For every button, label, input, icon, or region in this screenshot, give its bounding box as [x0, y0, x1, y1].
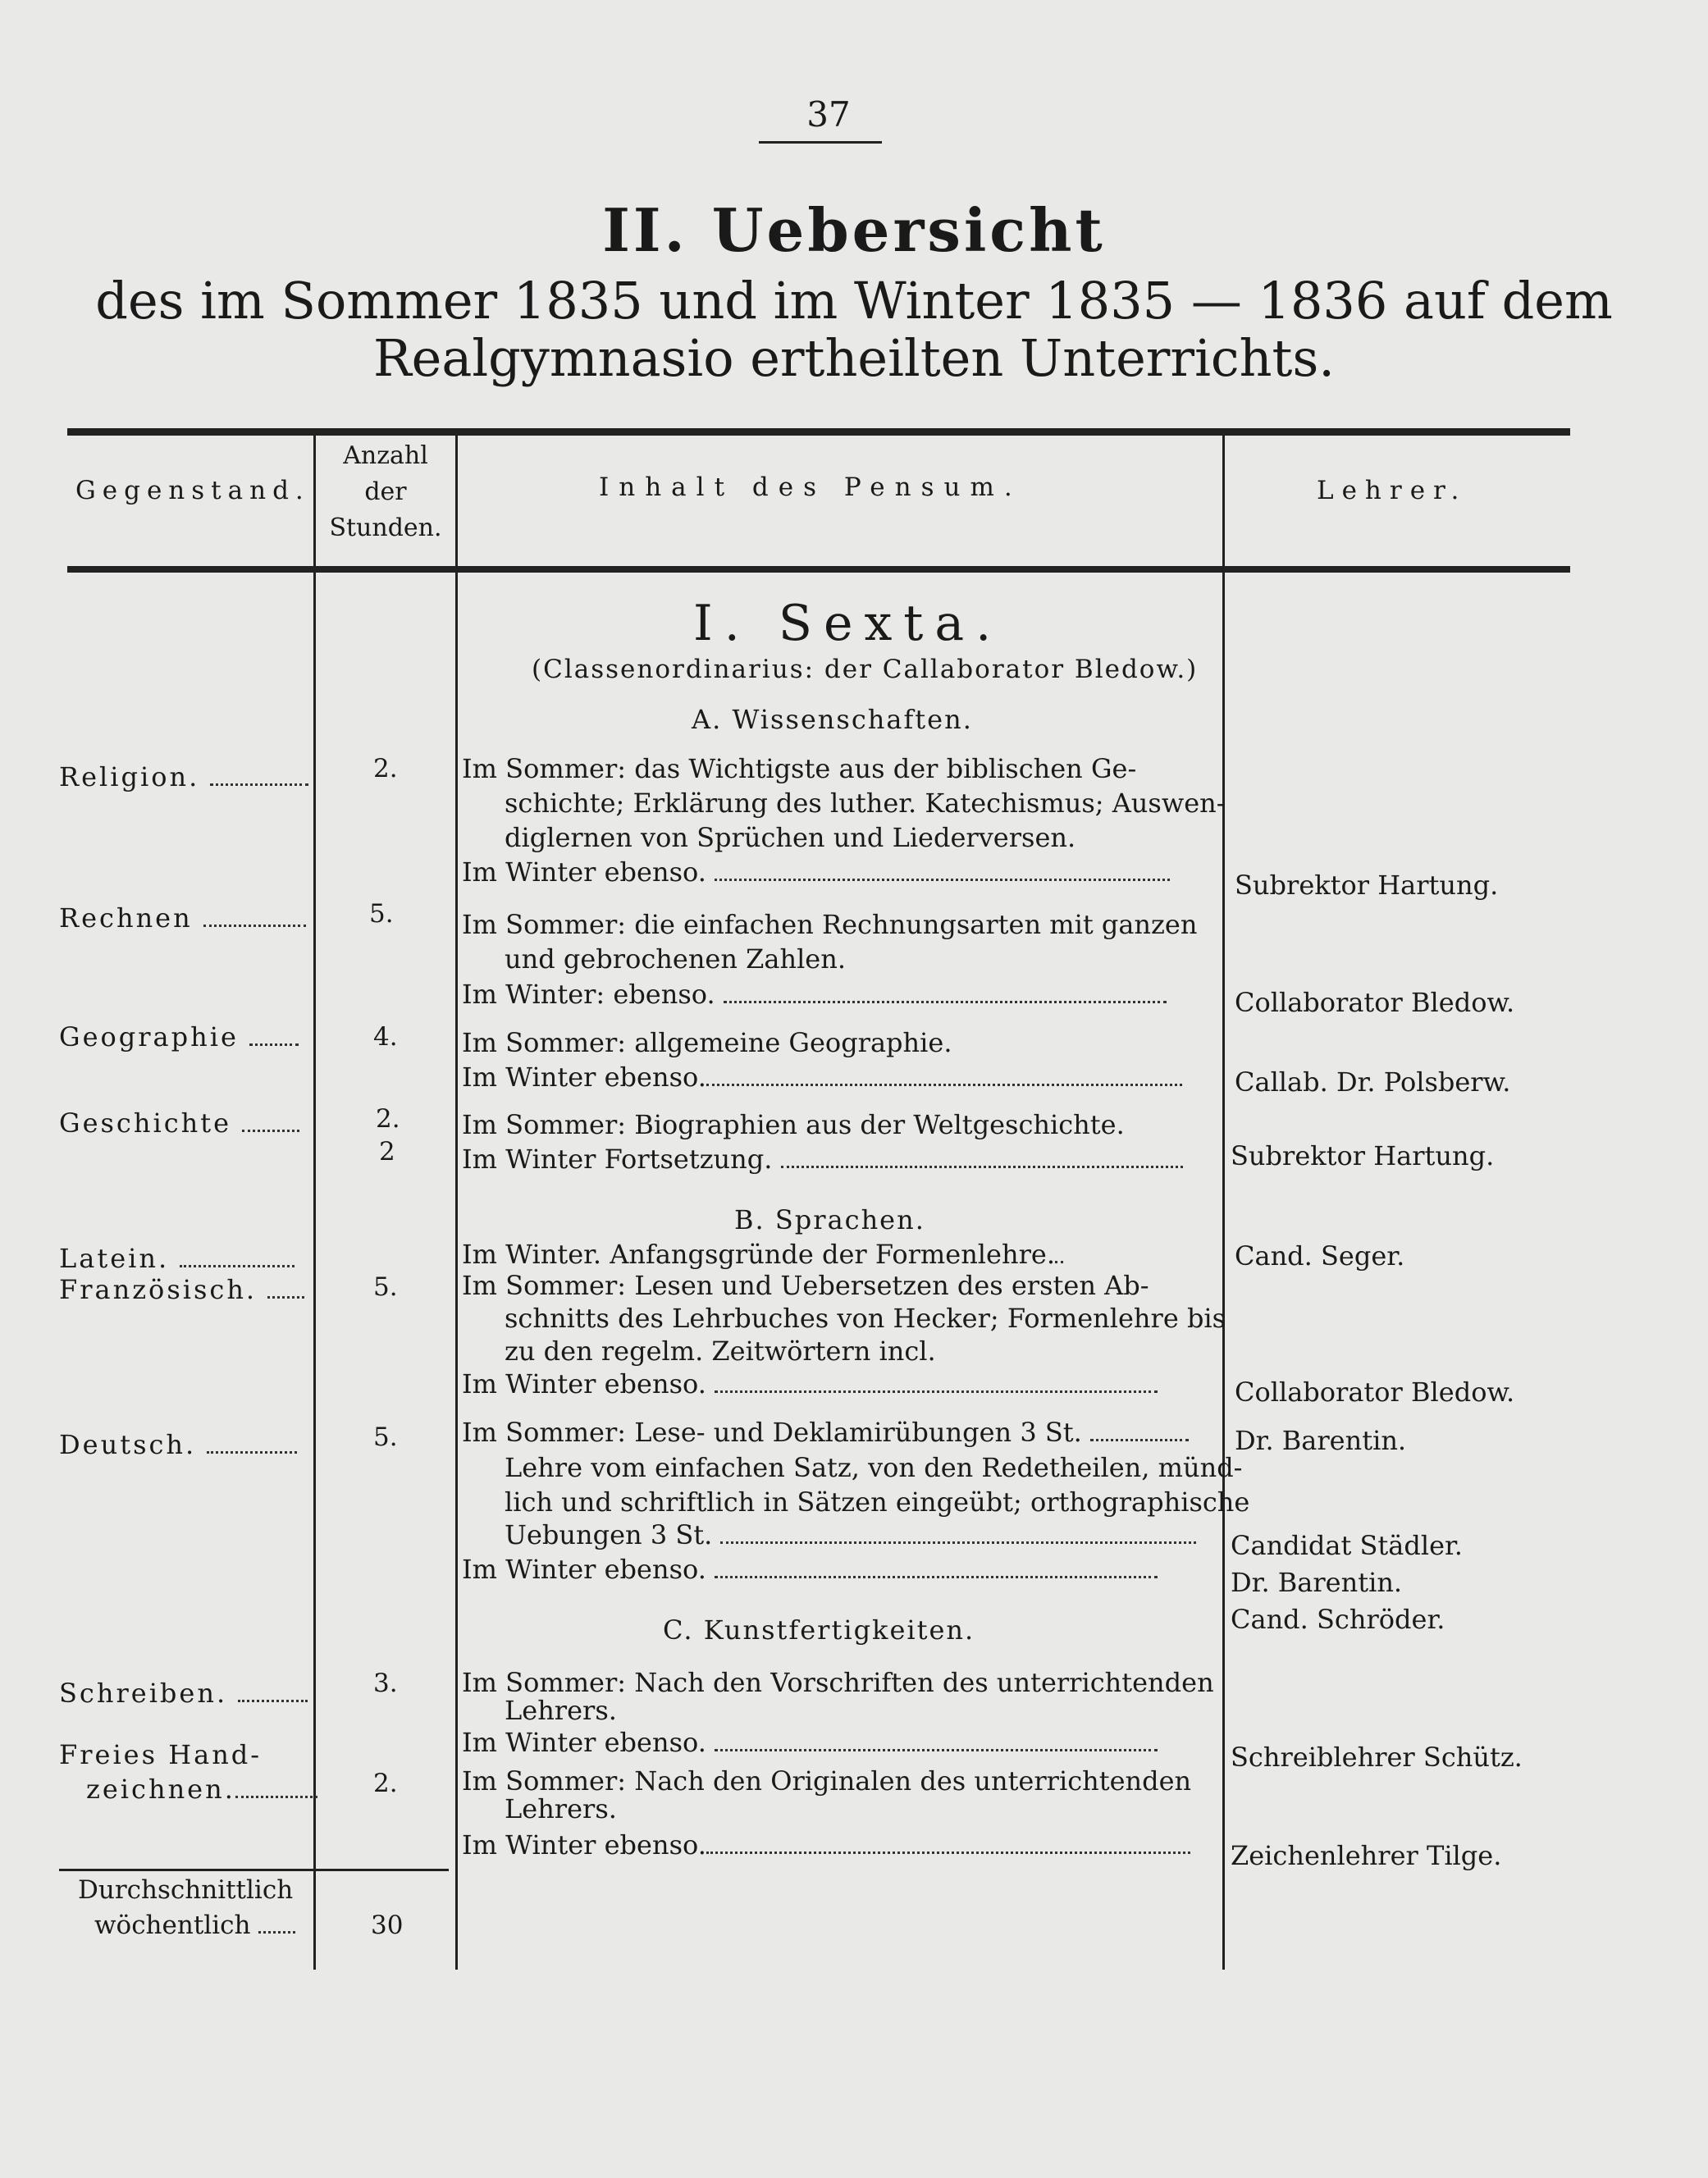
teacher-franzoesisch: Collaborator Bledow. — [1235, 1377, 1515, 1408]
section-b-heading: B. Sprachen. — [734, 1204, 925, 1235]
deutsch-line-2: Lehre vom einfachen Satz, von den Redetheilen, münd- — [505, 1452, 1243, 1483]
teacher-rechnen: Collaborator Bledow. — [1235, 987, 1515, 1018]
section-a-heading: A. Wissenschaften. — [692, 704, 973, 735]
hours-rechnen: 5. — [369, 899, 394, 929]
deutsch-line-5: Im Winter ebenso. — [462, 1554, 1158, 1585]
subject-franzoesisch: Französisch. — [59, 1274, 304, 1305]
religion-line-2: schichte; Erklärung des luther. Katechismus; Auswen- — [505, 788, 1226, 819]
teacher-deutsch-4: Cand. Schröder. — [1231, 1604, 1445, 1635]
franzoesisch-line-4: Im Winter ebenso. — [462, 1368, 1158, 1399]
teacher-geschichte: Subrektor Hartung. — [1231, 1140, 1495, 1171]
rechnen-line-3: Im Winter: ebenso. — [462, 979, 1167, 1010]
hours-franzoesisch: 5. — [373, 1272, 398, 1302]
subject-latein: Latein. — [59, 1243, 295, 1274]
hours-religion: 2. — [373, 754, 398, 783]
page-number: 37 — [806, 94, 851, 135]
title-line-3: Realgymnasio ertheilten Unterrichts. — [372, 328, 1335, 388]
teacher-zeichnen: Zeichenlehrer Tilge. — [1231, 1840, 1502, 1871]
subject-deutsch: Deutsch. — [59, 1429, 297, 1460]
franzoesisch-line-1: Im Sommer: Lesen und Uebersetzen des ersten Ab- — [462, 1270, 1149, 1301]
column-divider-2 — [455, 436, 458, 1970]
teacher-deutsch-1: Dr. Barentin. — [1235, 1425, 1407, 1456]
total-hours: 30 — [371, 1911, 404, 1940]
rechnen-line-1: Im Sommer: die einfachen Rechnungsarten mit ganzen — [462, 909, 1198, 940]
column-divider-3 — [1222, 436, 1225, 1970]
class-ordinarius: (Classenordinarius: der Callaborator Bledow.) — [532, 655, 1199, 684]
religion-line-3: diglernen von Sprüchen und Liederversen. — [505, 822, 1076, 853]
title-line-2: des im Sommer 1835 und im Winter 1835 — 1836 auf dem — [95, 271, 1613, 331]
hours-zeichnen: 2. — [373, 1769, 398, 1798]
rechnen-line-2: und gebrochenen Zahlen. — [505, 943, 847, 975]
subject-rechnen: Rechnen — [59, 902, 306, 934]
hours-schreiben: 3. — [373, 1669, 398, 1698]
hours-geschichte-summer: 2. — [376, 1104, 400, 1134]
geographie-line-1: Im Sommer: allgemeine Geographie. — [462, 1027, 952, 1058]
zeichnen-line-2: Lehrers. — [505, 1793, 617, 1824]
teacher-religion: Subrektor Hartung. — [1235, 870, 1499, 901]
deutsch-line-1: Im Sommer: Lese- und Deklamirübungen 3 St. — [462, 1417, 1189, 1448]
subject-zeichnen-2: zeichnen. — [86, 1774, 317, 1805]
franzoesisch-line-3: zu den regelm. Zeitwörtern incl. — [505, 1336, 936, 1367]
franzoesisch-line-2: schnitts des Lehrbuches von Hecker; Formenlehre bis — [505, 1303, 1226, 1334]
header-teacher: Lehrer. — [1317, 476, 1468, 505]
subject-geographie: Geographie — [59, 1021, 299, 1052]
column-divider-1 — [313, 436, 316, 1970]
header-hours-3: Stunden. — [329, 514, 442, 542]
geschichte-line-2: Im Winter Fortsetzung. — [462, 1144, 1183, 1175]
hours-geschichte-winter: 2 — [379, 1137, 395, 1167]
teacher-geographie: Callab. Dr. Polsberw. — [1235, 1066, 1511, 1098]
religion-line-1: Im Sommer: das Wichtigste aus der biblischen Ge- — [462, 753, 1137, 784]
teacher-schreiben: Schreiblehrer Schütz. — [1231, 1742, 1523, 1773]
latein-line-1: Im Winter. Anfangsgründe der Formenlehre. — [462, 1239, 1063, 1270]
teacher-deutsch-3: Dr. Barentin. — [1231, 1567, 1403, 1598]
class-title: I. Sexta. — [693, 595, 1003, 652]
deutsch-line-3: lich und schriftlich in Sätzen eingeübt; orthographische — [505, 1486, 1250, 1518]
geschichte-line-1: Im Sommer: Biographien aus der Weltgeschichte. — [462, 1109, 1125, 1140]
header-hours-2: der — [364, 477, 407, 506]
table-top-rule — [67, 428, 1570, 436]
teacher-latein: Cand. Seger. — [1235, 1240, 1405, 1272]
schreiben-line-3: Im Winter ebenso. — [462, 1727, 1158, 1758]
subject-religion: Religion. — [59, 761, 308, 792]
hours-deutsch: 5. — [373, 1422, 398, 1452]
geographie-line-2: Im Winter ebenso. — [462, 1062, 1182, 1093]
subject-zeichnen-1: Freies Hand- — [59, 1739, 263, 1770]
page-number-rule — [759, 141, 882, 144]
total-label-2: wöchentlich — [94, 1910, 295, 1941]
header-hours-1: Anzahl — [343, 441, 428, 470]
schreiben-line-1: Im Sommer: Nach den Vorschriften des unterrichtenden — [462, 1667, 1214, 1698]
header-subject: Gegenstand. — [75, 476, 310, 505]
header-content: Inhalt des Pensum. — [599, 473, 1022, 502]
total-rule — [59, 1869, 449, 1871]
teacher-deutsch-2: Candidat Städler. — [1231, 1530, 1463, 1561]
hours-geographie: 4. — [373, 1022, 398, 1052]
schreiben-line-2: Lehrers. — [505, 1695, 617, 1726]
header-bottom-rule — [67, 566, 1570, 573]
title-line-1: II. Uebersicht — [602, 195, 1106, 265]
total-label-1: Durchschnittlich — [78, 1875, 294, 1905]
section-c-heading: C. Kunstfertigkeiten. — [663, 1614, 975, 1646]
zeichnen-line-1: Im Sommer: Nach den Originalen des unterrichtenden — [462, 1765, 1192, 1797]
deutsch-line-4: Uebungen 3 St. — [505, 1519, 1196, 1550]
religion-line-4: Im Winter ebenso. — [462, 856, 1170, 888]
zeichnen-line-3: Im Winter ebenso. — [462, 1829, 1190, 1861]
subject-schreiben: Schreiben. — [59, 1678, 308, 1709]
subject-geschichte: Geschichte — [59, 1107, 299, 1139]
